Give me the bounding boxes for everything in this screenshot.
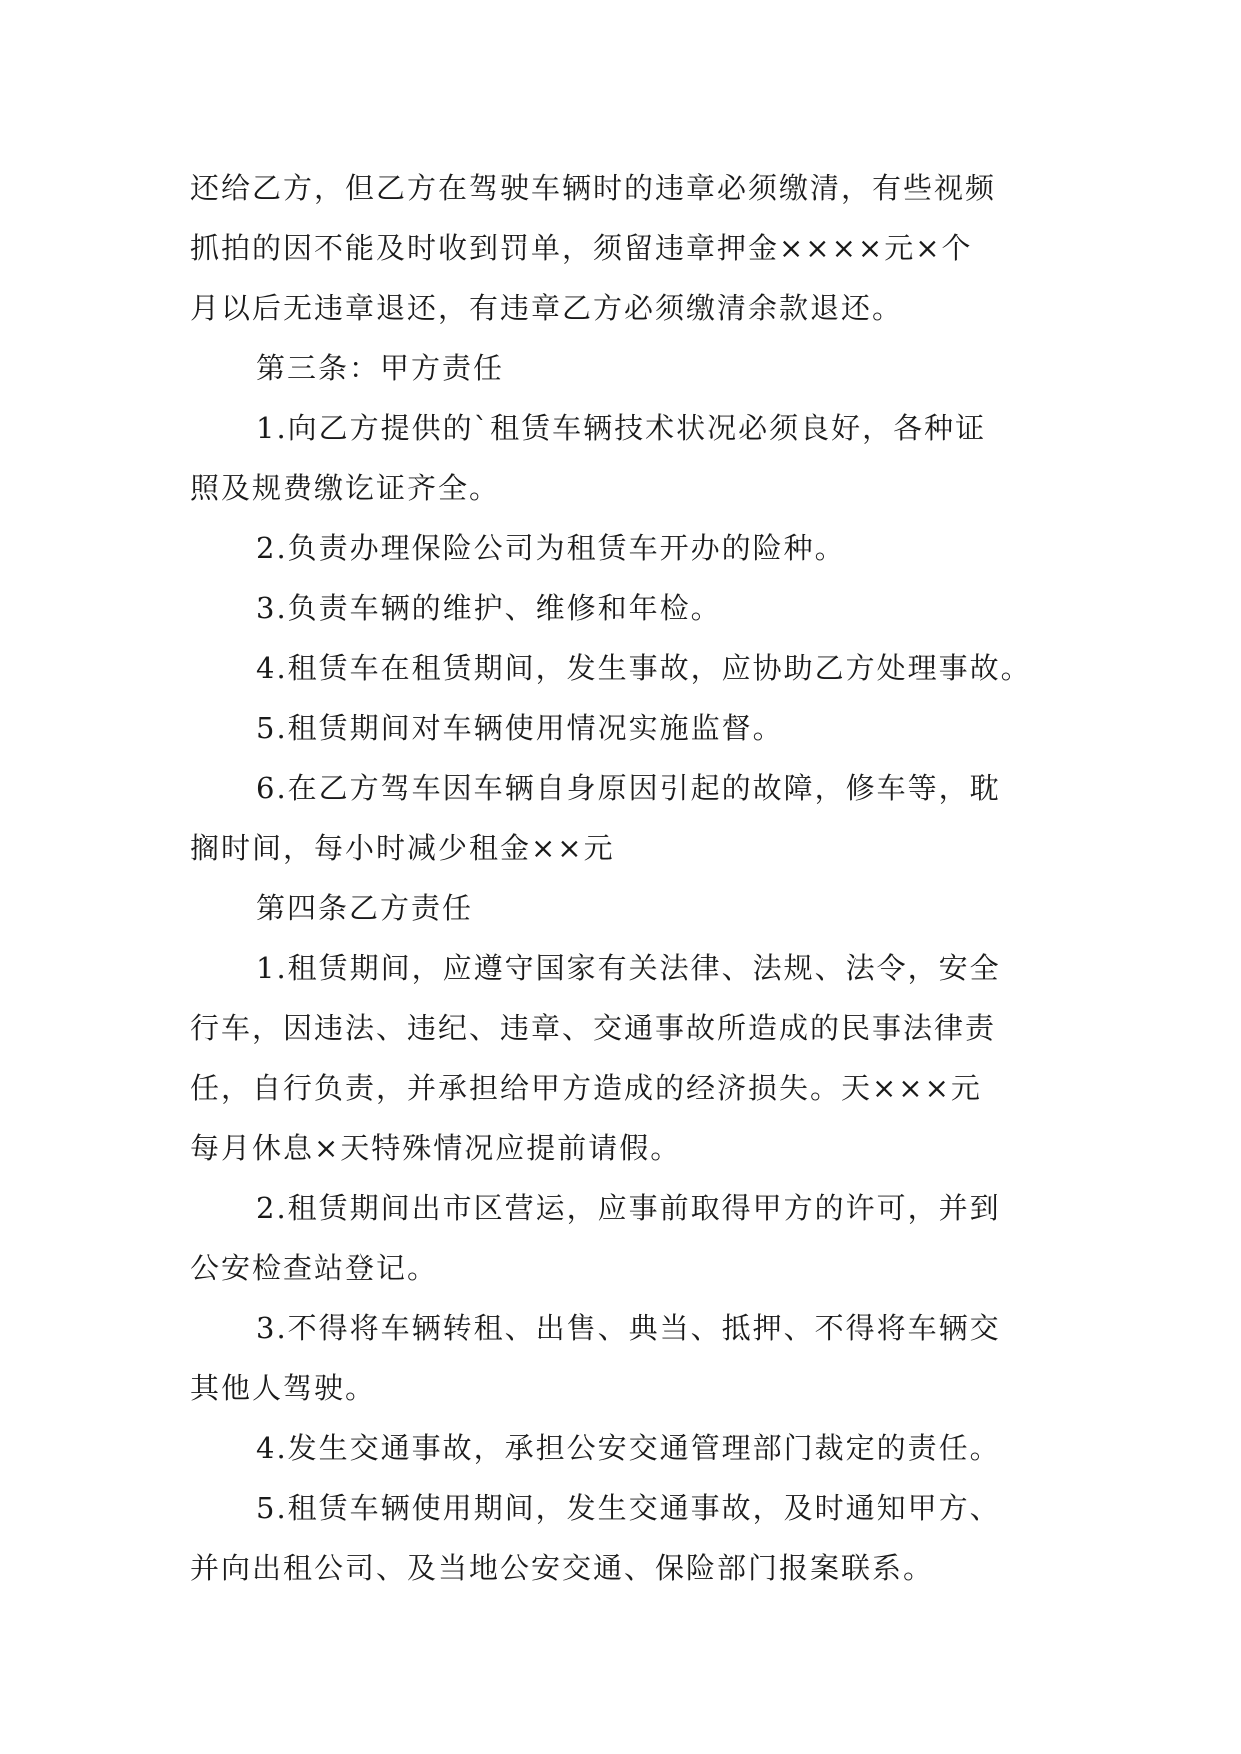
text-line: 5.租赁期间对车辆使用情况实施监督。 bbox=[256, 711, 784, 745]
text-line: 1.租赁期间，应遵守国家有关法律、法规、法令，安全 bbox=[256, 951, 1001, 985]
text-line: 照及规费缴讫证齐全。 bbox=[190, 471, 501, 505]
text-line: 6.在乙方驾车因车辆自身原因引起的故障，修车等，耽 bbox=[256, 771, 1001, 805]
text-line: 月以后无违章退还，有违章乙方必须缴清余款退还。 bbox=[190, 291, 904, 325]
text-line: 2.负责办理保险公司为租赁车开办的险种。 bbox=[256, 531, 846, 565]
text-line: 任，自行负责，并承担给甲方造成的经济损失。天×××元 bbox=[190, 1071, 982, 1105]
text-line: 其他人驾驶。 bbox=[190, 1371, 377, 1405]
document-body bbox=[190, 158, 1060, 1598]
section-heading-3: 第三条：甲方责任 bbox=[256, 351, 505, 385]
text-line: 还给乙方，但乙方在驾驶车辆时的违章必须缴清，有些视频 bbox=[190, 171, 997, 205]
section-heading-4: 第四条乙方责任 bbox=[256, 891, 474, 925]
text-line: 搁时间，每小时减少租金××元 bbox=[190, 831, 615, 865]
text-line: 4.发生交通事故，承担公安交通管理部门裁定的责任。 bbox=[256, 1431, 1001, 1465]
text-line: 公安检查站登记。 bbox=[190, 1251, 439, 1285]
text-line: 行车，因违法、违纪、违章、交通事故所造成的民事法律责 bbox=[190, 1011, 997, 1045]
text-line: 1.向乙方提供的`租赁车辆技术状况必须良好，各种证 bbox=[256, 411, 987, 445]
text-line: 3.不得将车辆转租、出售、典当、抵押、不得将车辆交 bbox=[256, 1311, 1001, 1345]
text-line: 抓拍的因不能及时收到罚单，须留违章押金××××元×个 bbox=[190, 231, 973, 265]
text-line: 5.租赁车辆使用期间，发生交通事故，及时通知甲方、 bbox=[256, 1491, 1001, 1525]
text-line: 每月休息×天特殊情况应提前请假。 bbox=[190, 1131, 682, 1165]
text-line: 3.负责车辆的维护、维修和年检。 bbox=[256, 591, 722, 625]
text-line: 并向出租公司、及当地公安交通、保险部门报案联系。 bbox=[190, 1551, 935, 1585]
text-line: 2.租赁期间出市区营运，应事前取得甲方的许可，并到 bbox=[256, 1191, 1001, 1225]
text-line: 4.租赁车在租赁期间，发生事故，应协助乙方处理事故。 bbox=[256, 651, 1032, 685]
